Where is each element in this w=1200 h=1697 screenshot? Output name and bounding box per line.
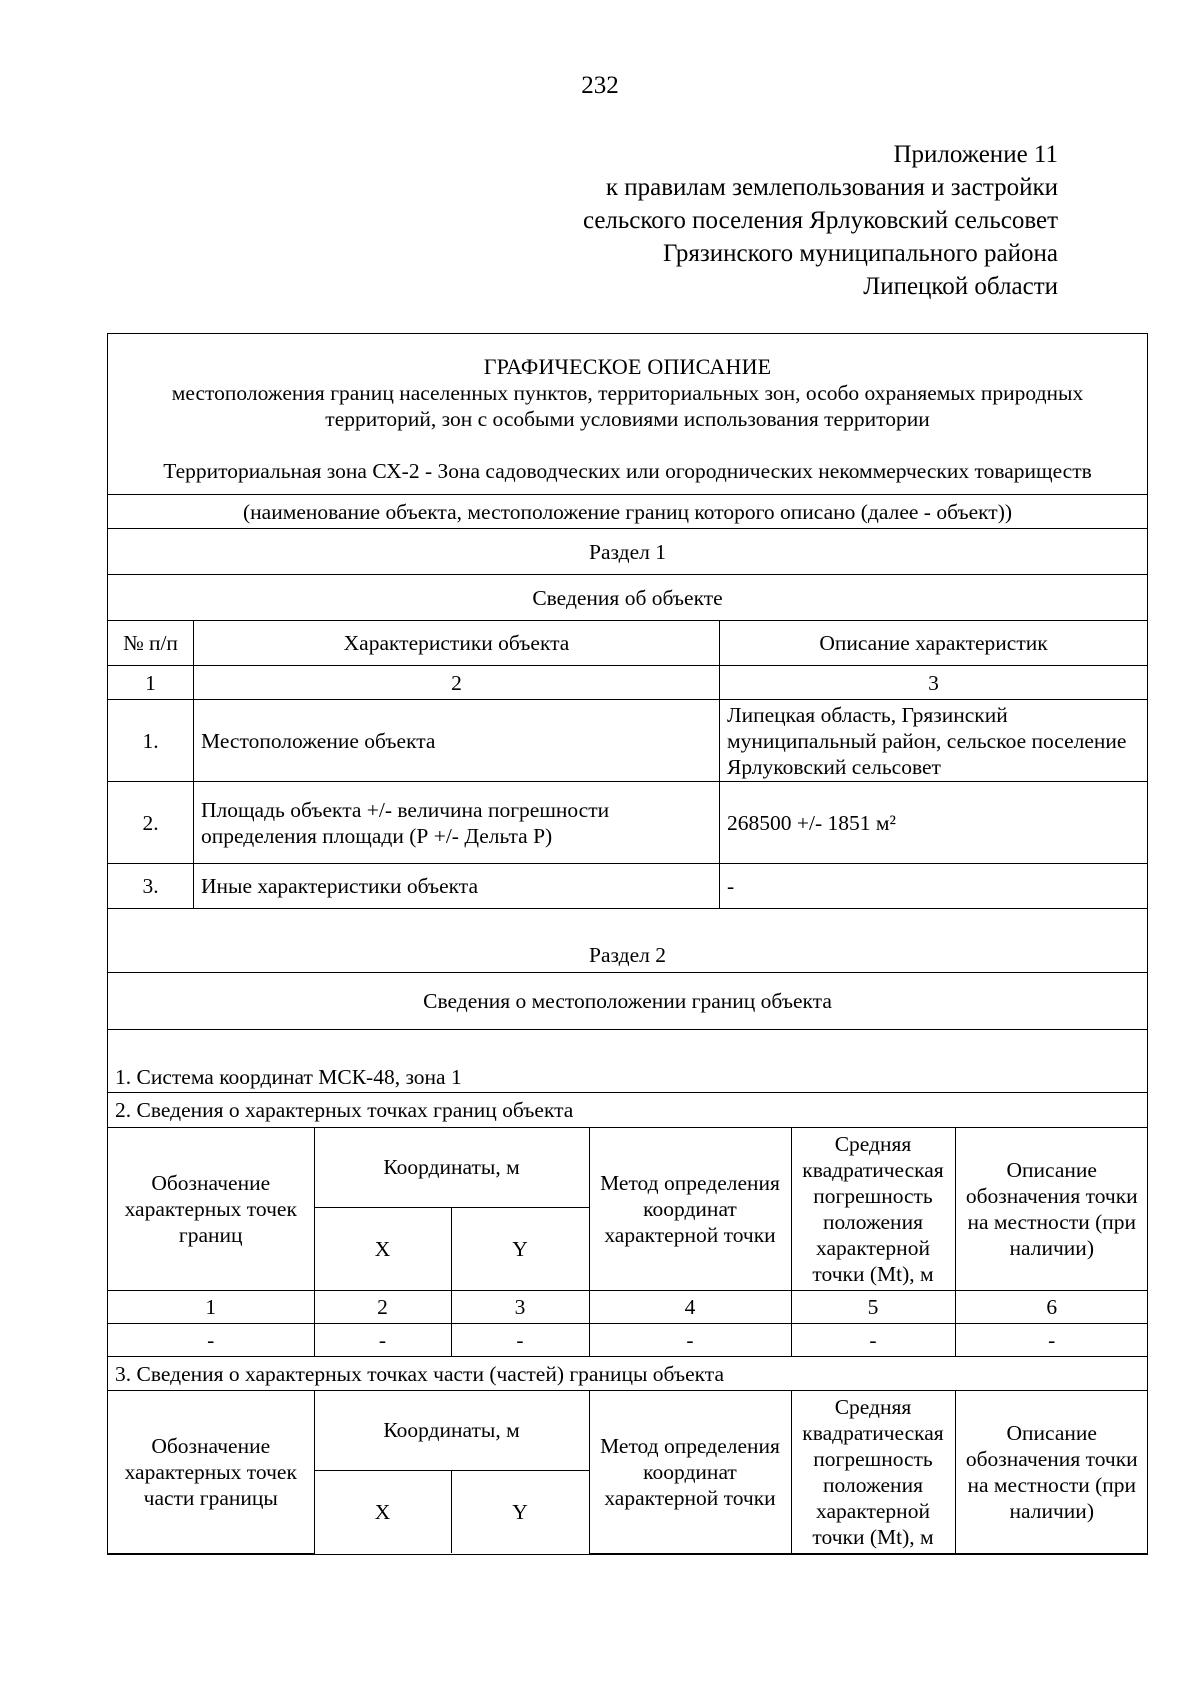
empty-value: - [955, 1323, 1148, 1356]
column-header-method: Метод определения координат характерной точки [589, 1391, 791, 1553]
coordinate-system: 1. Система координат МСК-48, зона 1 [108, 1030, 1148, 1093]
empty-value: - [589, 1323, 791, 1356]
document-header [108, 334, 1148, 495]
empty-value: - [451, 1323, 589, 1356]
row-characteristic: Иные характеристики объекта [194, 864, 720, 909]
document-subtitle: местоположения границ населенных пунктов, территориальных зон, особо охраняемых природных территорий, зон с особыми условиями использования территории [171, 381, 1084, 431]
column-header-point-description: Описание обозначения точки на местности (при наличии) [955, 1128, 1148, 1290]
column-index: 5 [791, 1290, 955, 1323]
column-index: 6 [955, 1290, 1148, 1323]
column-header-number: № п/п [108, 621, 194, 666]
empty-value: - [108, 1323, 314, 1356]
column-index: 1 [108, 1290, 314, 1323]
part-points-cell [108, 1391, 1148, 1555]
appendix-line: к правилам землепользования и застройки [605, 174, 1058, 201]
column-index: 3 [451, 1290, 589, 1323]
row-description: Липецкая область, Грязинский муниципальный район, сельское поселение Ярлуковский сельсовет [720, 700, 1148, 782]
appendix-line: Липецкой области [863, 273, 1058, 300]
section2-title: Раздел 2 [108, 909, 1148, 973]
row-number: 3. [108, 864, 194, 909]
column-index: 3 [720, 666, 1148, 700]
points-section-title: 2. Сведения о характерных точках границ объекта [108, 1093, 1148, 1128]
column-index: 1 [108, 666, 194, 700]
table-row [108, 782, 1148, 864]
column-header-description: Описание характеристик [720, 621, 1148, 666]
object-caption: (наименование объекта, местоположение границ которого описано (далее - объект)) [108, 495, 1148, 529]
graphic-description-table [107, 333, 1148, 1555]
column-header-x: X [314, 1207, 451, 1290]
column-header-characteristics: Характеристики объекта [194, 621, 720, 666]
page-number: 232 [581, 72, 619, 99]
empty-value: - [791, 1323, 955, 1356]
appendix-line: сельского поселения Ярлуковский сельсовет [582, 207, 1058, 234]
column-header-x: X [314, 1470, 451, 1553]
column-header-coordinates: Координаты, м [314, 1128, 589, 1207]
row-number: 2. [108, 782, 194, 864]
column-header-mean-error: Средняя квадратическая погрешность положения характерной точки (Mt), м [791, 1128, 955, 1290]
table-row [108, 700, 1148, 782]
column-index: 4 [589, 1290, 791, 1323]
column-header-mean-error: Средняя квадратическая погрешность положения характерной точки (Mt), м [791, 1391, 955, 1553]
appendix-heading [583, 138, 1058, 303]
document-title: ГРАФИЧЕСКОЕ ОПИСАНИЕ [483, 354, 772, 379]
column-index: 2 [194, 666, 720, 700]
part-points-table [108, 1391, 1148, 1554]
zone-name: Территориальная зона СХ-2 - Зона садоводческих или огороднических некоммерческих товариществ [163, 459, 1092, 483]
row-number: 1. [108, 700, 194, 782]
empty-value: - [314, 1323, 451, 1356]
table-row [108, 1323, 1148, 1356]
appendix-title: Приложение 11 [893, 141, 1058, 168]
parts-section-title: 3. Сведения о характерных точках части (частей) границы объекта [108, 1357, 1148, 1391]
row-description: 268500 +/- 1851 м² [720, 782, 1148, 864]
section1-title: Раздел 1 [108, 529, 1148, 575]
section1-subtitle: Сведения об объекте [108, 575, 1148, 621]
column-header-designation: Обозначение характерных точек границ [108, 1128, 314, 1290]
section2-subtitle: Сведения о местоположении границ объекта [108, 973, 1148, 1030]
column-header-y: Y [451, 1470, 589, 1553]
table-row [108, 864, 1148, 909]
column-header-y: Y [451, 1207, 589, 1290]
row-description: - [720, 864, 1148, 909]
row-characteristic: Местоположение объекта [194, 700, 720, 782]
column-header-coordinates: Координаты, м [314, 1391, 589, 1470]
column-index: 2 [314, 1290, 451, 1323]
boundary-points-cell [108, 1128, 1148, 1357]
column-header-method: Метод определения координат характерной точки [589, 1128, 791, 1290]
boundary-points-table [108, 1128, 1148, 1356]
column-header-designation: Обозначение характерных точек части границы [108, 1391, 314, 1553]
column-header-point-description: Описание обозначения точки на местности (при наличии) [955, 1391, 1148, 1553]
row-characteristic: Площадь объекта +/- величина погрешности определения площади (Р +/- Дельта Р) [194, 782, 720, 864]
appendix-line: Грязинского муниципального района [663, 240, 1058, 267]
